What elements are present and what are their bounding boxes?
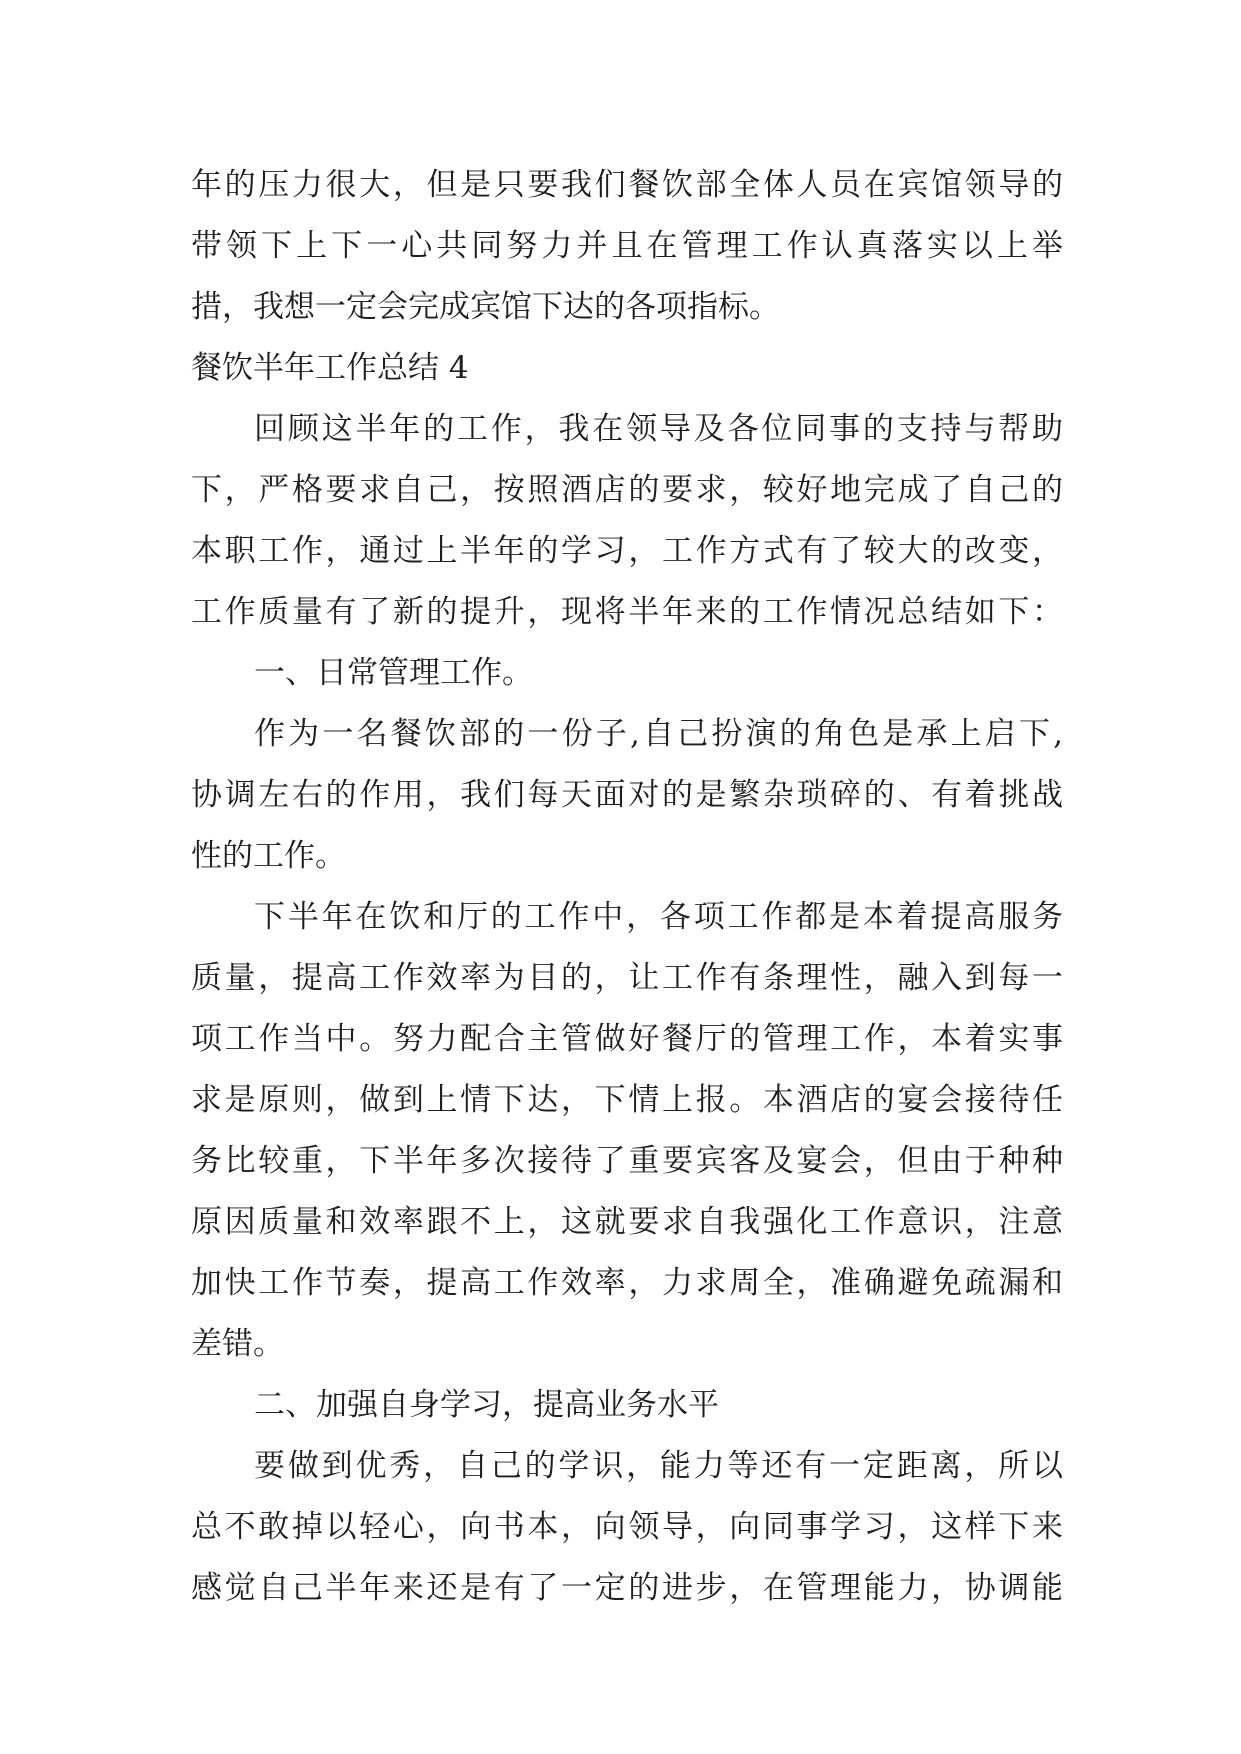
paragraph-line: 性的工作。	[191, 838, 346, 874]
subsection-heading: 一、日常管理工作。	[254, 655, 533, 691]
paragraph-line: 措，我想一定会完成宾馆下达的各项指标。	[191, 289, 780, 325]
paragraph-line: 年的压力很大，但是只要我们餐饮部全体人员在宾馆领导的	[191, 167, 1063, 203]
paragraph-line: 回顾这半年的工作，我在领导及各位同事的支持与帮助	[254, 411, 1063, 447]
paragraph-line: 质量，提高工作效率为目的，让工作有条理性，融入到每一	[191, 960, 1063, 996]
section-title: 餐饮半年工作总结 4	[191, 350, 469, 386]
paragraph-line: 感觉自己半年来还是有了一定的进步，在管理能力，协调能	[191, 1570, 1063, 1606]
paragraph-line: 求是原则，做到上情下达，下情上报。本酒店的宴会接待任	[191, 1082, 1063, 1118]
subsection-heading: 二、加强自身学习，提高业务水平	[254, 1387, 719, 1423]
paragraph-line: 下，严格要求自己，按照酒店的要求，较好地完成了自己的	[191, 472, 1063, 508]
paragraph-line: 要做到优秀，自己的学识，能力等还有一定距离，所以	[254, 1448, 1063, 1484]
paragraph-line: 作为一名餐饮部的一份子,自己扮演的角色是承上启下,	[254, 716, 1063, 752]
paragraph-line: 项工作当中。努力配合主管做好餐厅的管理工作，本着实事	[191, 1021, 1063, 1057]
paragraph-line: 下半年在饮和厅的工作中，各项工作都是本着提高服务	[254, 899, 1063, 935]
paragraph-line: 差错。	[191, 1326, 284, 1362]
paragraph-line: 务比较重，下半年多次接待了重要宾客及宴会，但由于种种	[191, 1143, 1063, 1179]
paragraph-line: 协调左右的作用，我们每天面对的是繁杂琐碎的、有着挑战	[191, 777, 1063, 813]
paragraph-line: 总不敢掉以轻心，向书本，向领导，向同事学习，这样下来	[191, 1509, 1063, 1545]
paragraph-line: 本职工作，通过上半年的学习，工作方式有了较大的改变，	[191, 533, 1063, 569]
document-body	[191, 155, 1063, 1619]
paragraph-line: 加快工作节奏，提高工作效率，力求周全，准确避免疏漏和	[191, 1265, 1063, 1301]
paragraph-line: 工作质量有了新的提升，现将半年来的工作情况总结如下：	[191, 594, 1063, 630]
paragraph-line: 带领下上下一心共同努力并且在管理工作认真落实以上举	[191, 228, 1063, 264]
paragraph-line: 原因质量和效率跟不上，这就要求自我强化工作意识，注意	[191, 1204, 1063, 1240]
